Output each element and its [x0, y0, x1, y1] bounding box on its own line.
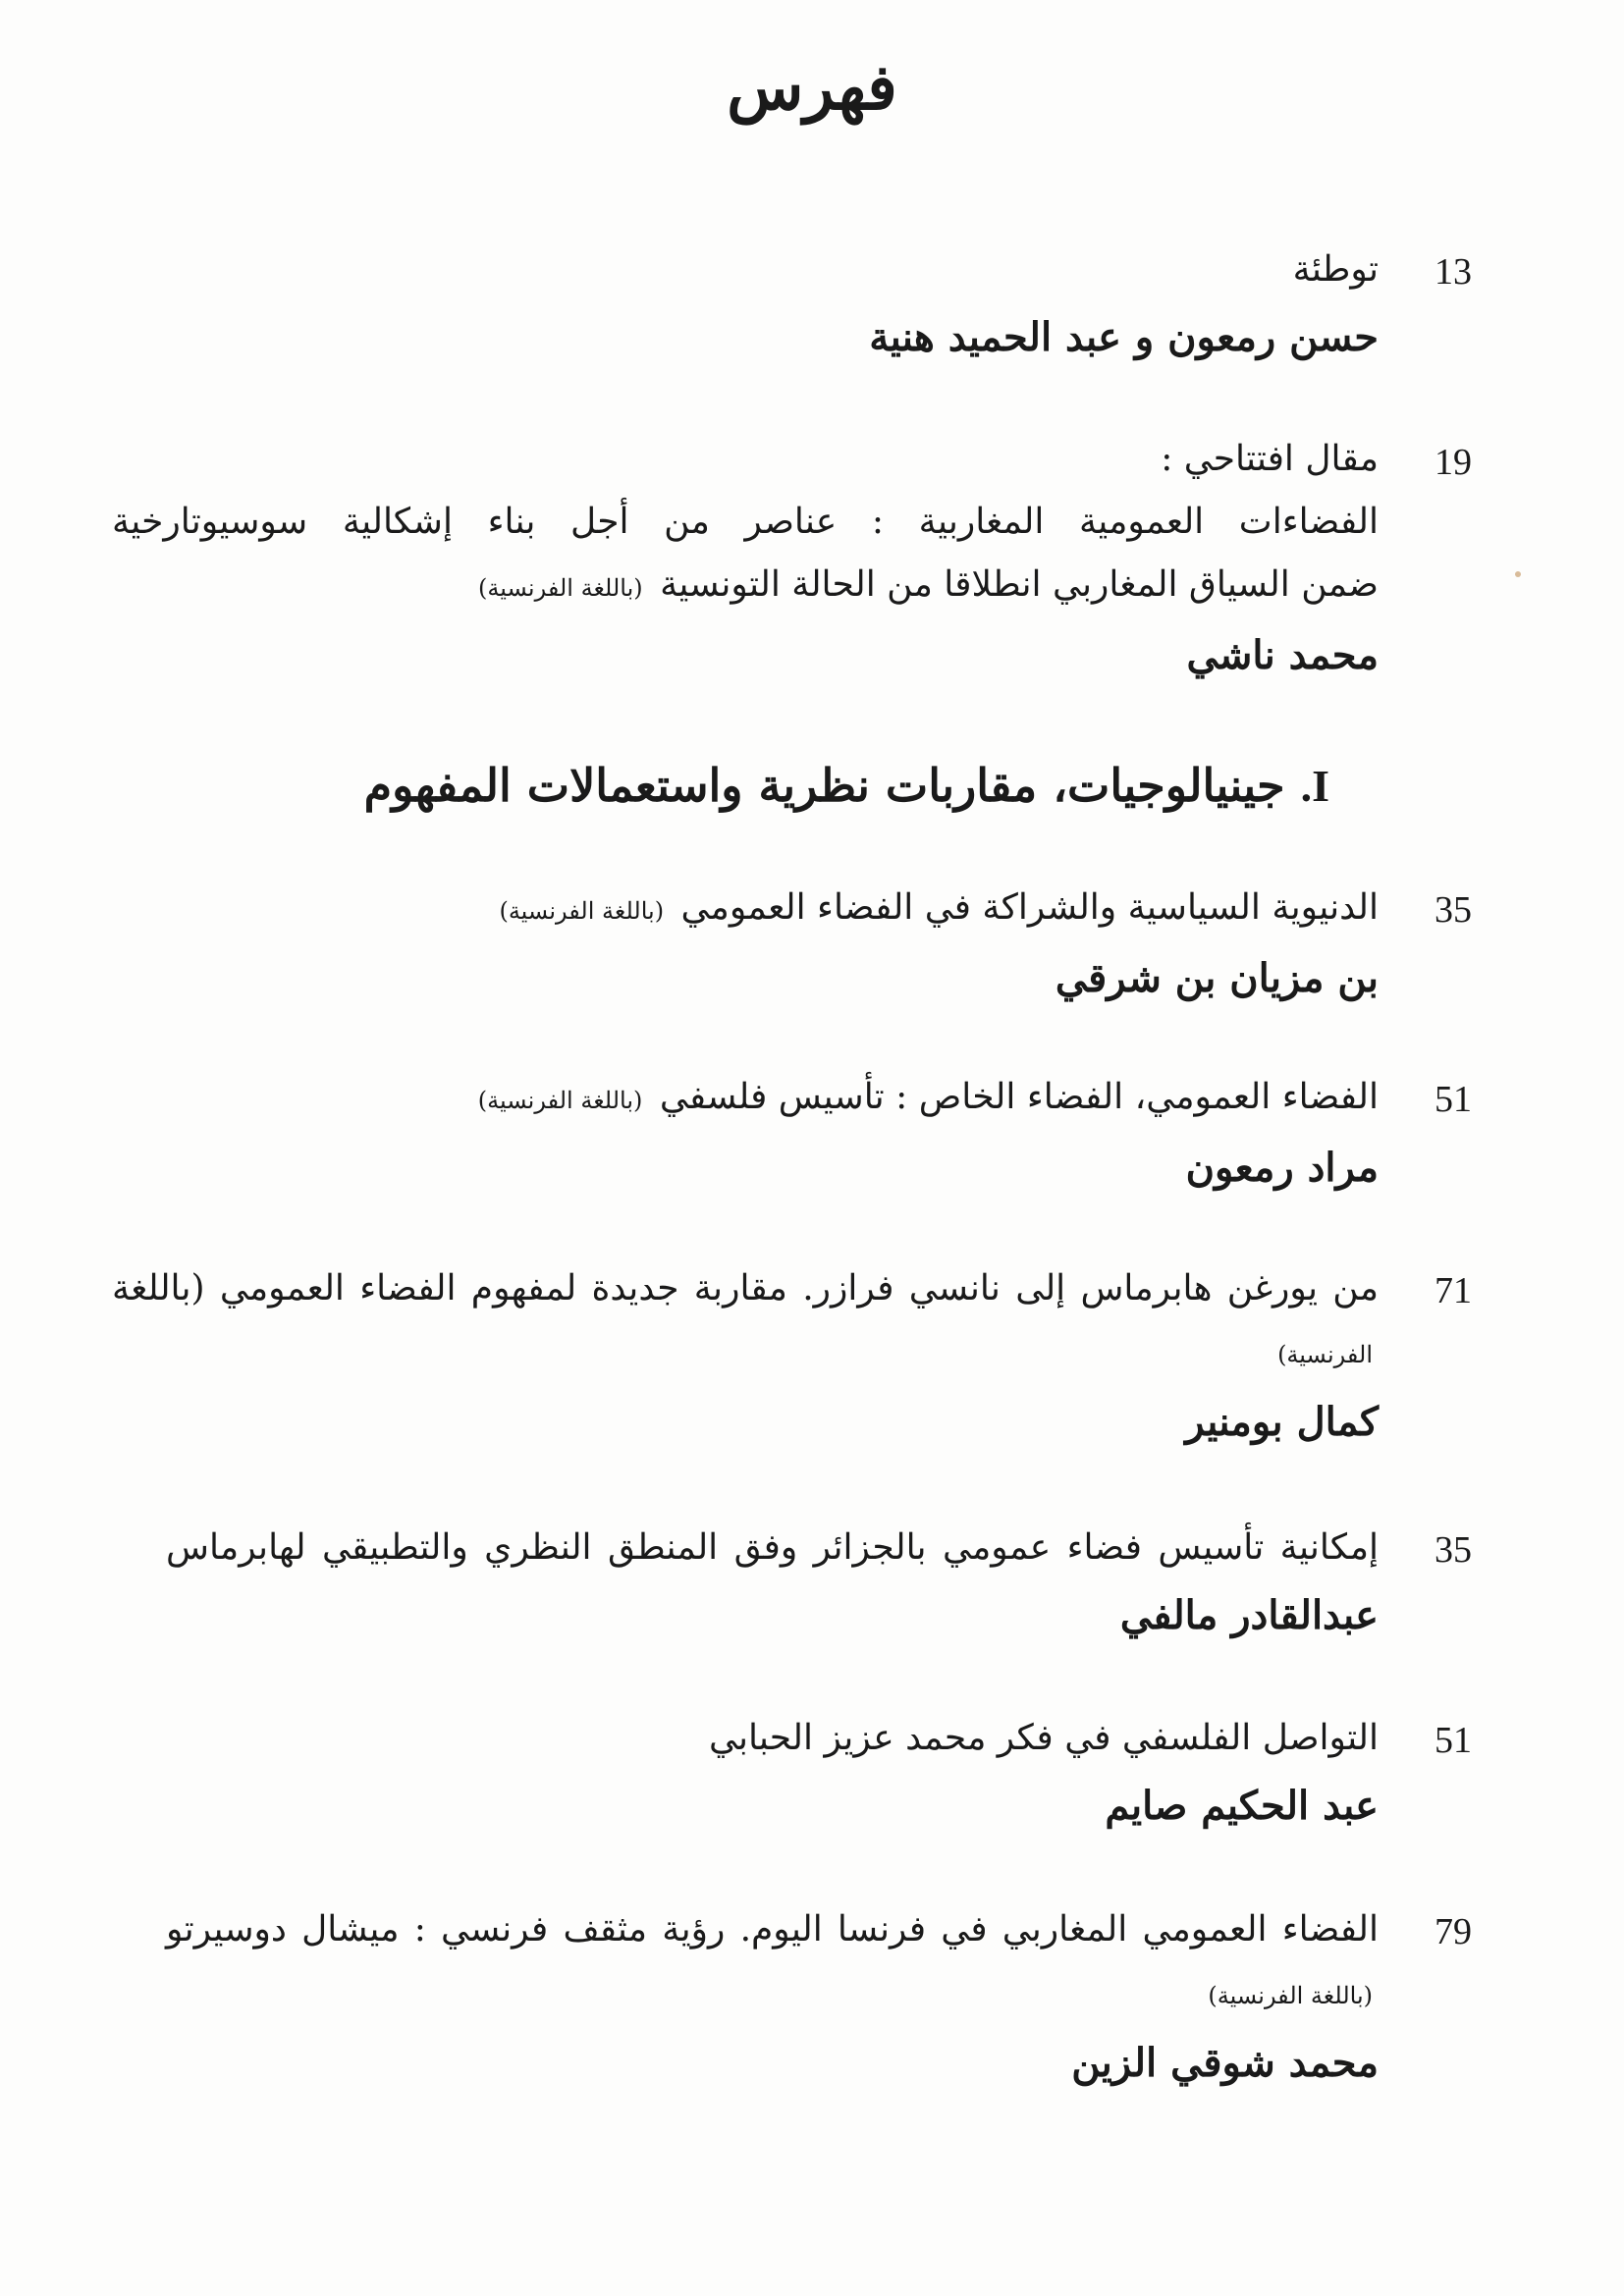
entry-title-line: الفضاء العمومي المغاربي في فرنسا اليوم. رؤية مثقف فرنسي : ميشال دوسيرتو	[166, 1909, 1379, 1949]
language-note: (باللغة الفرنسية)	[499, 897, 665, 925]
entry-title-text: ضمن السياق المغاربي انطلاقا من الحالة التونسية	[660, 564, 1379, 605]
entry-author: محمد شوقي الزين	[1071, 2040, 1379, 2086]
section-number: I.	[1300, 761, 1329, 811]
entry-title-line: التواصل الفلسفي في فكر محمد عزيز الحبابي	[708, 1718, 1379, 1758]
entry-body	[112, 239, 1379, 374]
entry-page-number: 19	[1435, 442, 1472, 483]
entry-body	[112, 428, 1379, 692]
entry-title-line	[112, 554, 1379, 619]
entry-page-number: 79	[1435, 1911, 1472, 1952]
language-note: (باللغة الفرنسية)	[477, 1087, 643, 1114]
entry-author: حسن رمعون و عبد الحميد هنية	[869, 314, 1379, 360]
paper-speck	[1515, 571, 1521, 577]
entry-page-number: 13	[1435, 251, 1472, 293]
page-title: فهرس	[727, 51, 897, 125]
entry-body	[112, 877, 1379, 1015]
entry-body	[112, 1257, 1379, 1459]
entry-title-line: إمكانية تأسيس فضاء عمومي بالجزائر وفق المنطق النظري والتطبيقي لهابرماس	[166, 1527, 1379, 1568]
entry-page-number: 51	[1435, 1079, 1472, 1120]
entry-title-line	[112, 1066, 1379, 1132]
entry-author: مراد رمعون	[1185, 1145, 1379, 1191]
entry-body	[166, 1898, 1379, 2100]
entry-title-line	[112, 1320, 1379, 1386]
section-heading	[249, 751, 1329, 821]
entry-title: توطئة	[1292, 249, 1379, 290]
language-note: (باللغة الفرنسية)	[1208, 1982, 1373, 2009]
language-note: (باللغة الفرنسية)	[478, 574, 643, 602]
entry-author: بن مزيان بن شرقي	[1055, 955, 1379, 1001]
entry-body	[112, 1066, 1379, 1204]
entry-author: كمال بومنير	[1185, 1399, 1379, 1445]
entry-title-text: الدنيوية السياسية والشراكة في الفضاء العمومي	[680, 887, 1379, 928]
entry-page-number: 35	[1435, 889, 1472, 931]
entry-title-line: الفضاءات العمومية المغاربية : عناصر من أجل بناء إشكالية سوسيوتارخية	[112, 502, 1379, 542]
entry-body	[112, 1707, 1379, 1842]
entry-page-number: 51	[1435, 1720, 1472, 1761]
entry-author: عبد الحكيم صايم	[1105, 1783, 1379, 1829]
entry-title-line: من يورغن هابرماس إلى نانسي فرازر. مقاربة جديدة لمفهوم الفضاء العمومي (باللغة	[112, 1268, 1379, 1308]
section-title: جينيالوجيات، مقاربات نظرية واستعمالات المفهوم	[363, 759, 1285, 812]
entry-title-line	[166, 1961, 1379, 2027]
entry-body	[166, 1517, 1379, 1652]
entry-page-number: 71	[1435, 1270, 1472, 1311]
entry-author: عبدالقادر مالفي	[1119, 1592, 1379, 1638]
entry-title-label: مقال افتتاحي :	[1161, 439, 1379, 479]
entry-author: محمد ناشي	[1186, 632, 1379, 678]
entry-page-number: 35	[1435, 1529, 1472, 1571]
entry-title-text: الفضاء العمومي، الفضاء الخاص : تأسيس فلسفي	[659, 1077, 1379, 1117]
entry-title-line	[112, 877, 1379, 942]
language-note: الفرنسية)	[1277, 1341, 1373, 1368]
